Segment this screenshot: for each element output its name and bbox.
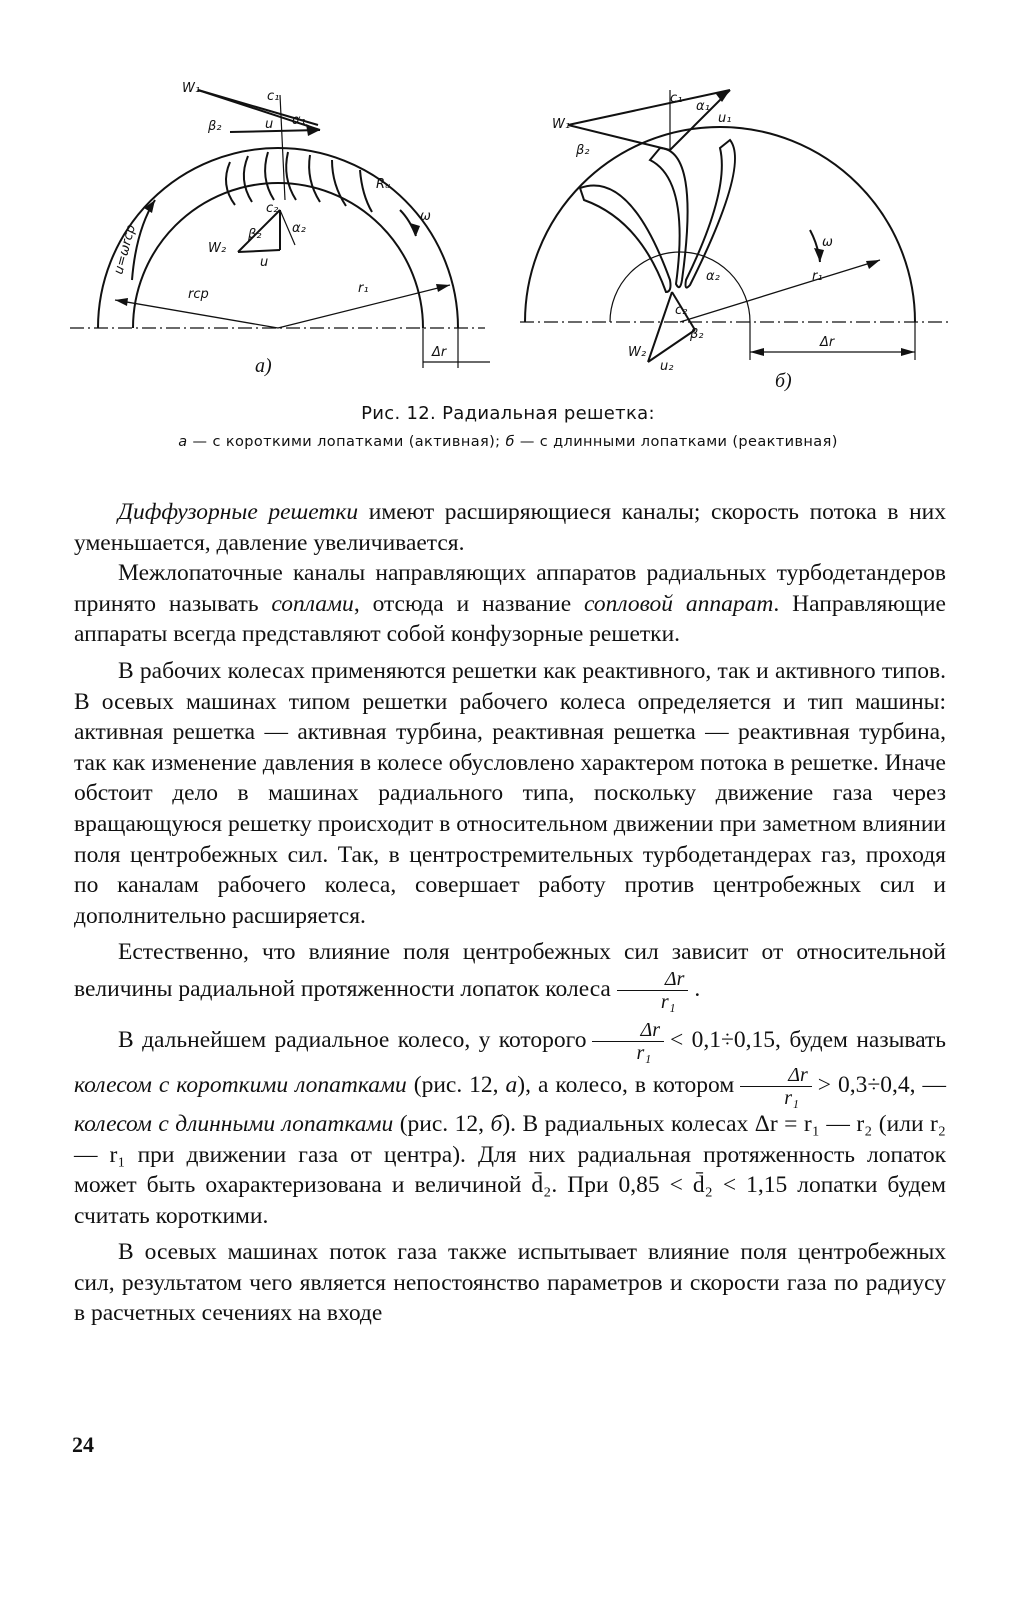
caption-title: Рис. 12. Радиальная решетка: [361,403,655,424]
label-alpha2: α₂ [292,221,306,236]
label-u1: u₁ [718,111,732,126]
label-u-top: u [265,117,274,132]
label-w1: W₁ [182,81,201,96]
term-short-blade-wheel: колесом с короткими лопатками [74,1071,407,1098]
fraction-dr-r1-2: $\frac{\Delta r}{\text{r₁}}$ [592,1019,664,1064]
paragraph-6: В осевых машинах поток газа также испытывает влияние поля центробежных сил, результатом чего является непостоянство параметров и скорости газа по радиусу в расчетных сечениях на входе [74,1239,946,1327]
label-c2: c₂ [675,303,688,318]
paragraph-3: В рабочих колесах применяются решетки как реактивного, так и активного типов. В осевых машинах типом решетки рабочего колеса определяется и тип машины: активная решетка — активная турбина, реактивная решетка — реактивная турбина, так как изменение давления в колесе обусловлено характером потока в решетке. Иначе обстоит дело в машинах радиального типа, поскольку движение газа через вращающуюся решетку происходит в относительном движении при заметном влиянии поля центробежных сил. Так, в центростремительных турбодетандерах газ, проходя по каналам рабочего колеса, совершает работу против центробежных сил и дополнительно расширяется. [74,657,946,929]
term-nozzles: соплами [271,590,354,617]
label-w2: W₂ [208,241,227,256]
page-number: 24 [72,1432,94,1457]
label-dr: Δr [432,345,447,360]
label-w1: W₁ [552,117,571,132]
caption-letter-b: б [505,434,515,450]
paragraph-5: В дальнейшем радиальное колесо, у которого $\frac{\Delta r}{\text{r₁}}$ < 0,1÷0,15, будем называть колесом с короткими лопатками (рис. 12, а), а колесо, в котором $\frac{\Delta r}{\text{r₁}}$ > 0,3÷0,4, — колесом с длинными лопатками (рис. 12, б). В радиальных колесах Δr = r₁ — r₂ (или r₂ — r₁ при движении газа от центра). Для них радиальная протяженность лопаток может быть охарактеризована и величиной d̄₂. При 0,85 < d̄₂ < 1,15 лопатки будем считать короткими. [74,1018,946,1229]
figure-caption [60,403,956,450]
caption-text-b: — с длинными лопатками (реактивная) [514,434,838,450]
label-r1: r₁ [358,281,369,296]
fraction-dr-r1: $\frac{\Delta r}{\text{r₁}}$ [617,968,689,1013]
label-alpha1: α₁ [292,113,306,128]
rcp-radius [115,300,278,328]
label-c2: c₂ [266,201,279,216]
sublabel-b: б) [775,370,792,392]
figure-b-diagram [520,70,950,400]
label-u-eq: u=ωrср [111,223,140,277]
paragraph-4: Естественно, что влияние поля центробежных сил зависит от относительной величины радиальной протяженности лопаток колеса $\frac{\Delta r}{\text{r₁}}$ . [74,939,946,1013]
caption-letter-a: а [178,434,188,450]
term-long-blade-wheel: колесом с длинными лопатками [74,1110,394,1137]
label-rcp: rср [188,287,209,302]
label-w2: W₂ [628,345,647,360]
term-nozzle-apparatus: сопловой аппарат [584,590,774,617]
label-c1: c₁ [267,89,280,104]
outer-arc [98,148,458,328]
label-u2: u₂ [660,359,674,374]
label-beta2b: β₂ [248,227,262,242]
label-beta2: β₂ [576,143,590,158]
fraction-dr-r1-3: $\frac{\Delta r}{\text{r₁}}$ [740,1064,812,1109]
label-dr: Δr [820,335,835,350]
term-diffuser-grids: Диффузорные решетки [118,499,359,525]
label-Ru: Rᵤ [376,177,391,192]
sublabel-a: а) [255,355,272,377]
caption-text-a: — с короткими лопатками (активная); [187,434,506,450]
figure-a-short-blades [70,70,490,400]
label-r1: r₁ [812,269,823,284]
label-alpha2: α₂ [706,269,720,284]
label-omega: ω [420,209,431,224]
label-alpha1: α₁ [696,99,710,114]
label-u-bottom: u [260,255,269,270]
label-beta2b: β₂ [690,327,704,342]
label-omega: ω [822,235,833,250]
label-beta2: β₂ [208,119,222,134]
figure-12 [60,70,960,410]
figure-b-long-blades [520,70,950,400]
caption-subtitle [60,434,956,450]
body-text [74,497,946,1329]
paragraph-2: Межлопаточные каналы направляющих аппаратов радиальных турбодетандеров принято называть соплами, отсюда и название сопловой аппарат. Направляющие аппараты всегда представляют собой конфузорные решетки. [74,560,946,648]
paragraph-1: Диффузорные решетки имеют расширяющиеся каналы; скорость потока в них уменьшается, давление увеличивается. [74,499,946,556]
figure-a-diagram [70,70,490,400]
label-c1: c₁ [670,91,683,106]
